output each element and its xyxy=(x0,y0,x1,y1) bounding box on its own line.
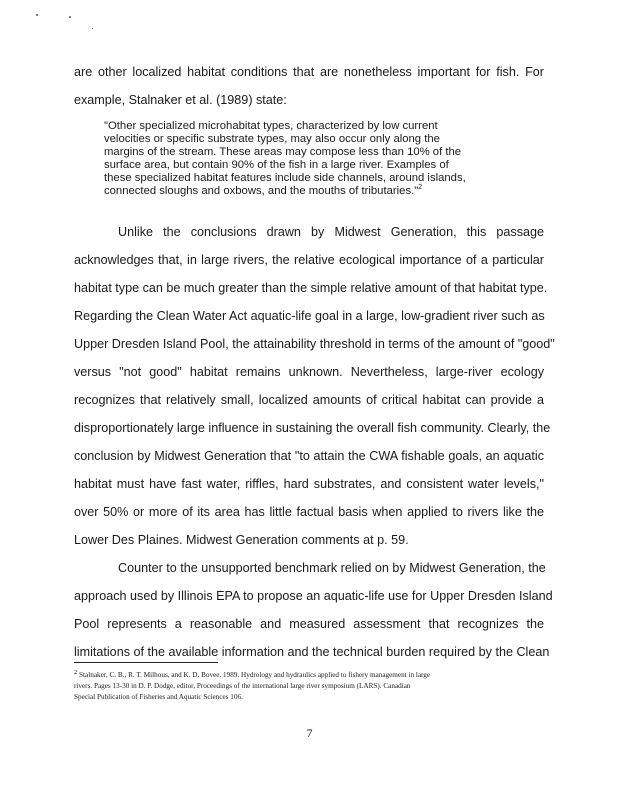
quote-line: these specialized habitat features include side channels, around islands, xyxy=(104,172,466,184)
quote-line: margins of the stream. These areas may compose less than 10% of the xyxy=(104,146,462,158)
quote-line-text: connected sloughs and oxbows, and the mouths of tributaries." xyxy=(104,185,419,197)
quote-line: surface area, but contain 90% of the fish in a large river. Examples of xyxy=(104,159,449,171)
body-line: habitat type can be much greater than the simple relative amount of that habitat type. xyxy=(74,281,548,295)
body-line: are other localized habitat conditions that are nonetheless important for fish. For xyxy=(74,65,544,79)
quote-line: "Other specialized microhabitat types, characterized by low current xyxy=(104,120,438,132)
body-line: example, Stalnaker et al. (1989) state: xyxy=(74,93,287,107)
scan-speck xyxy=(92,28,93,29)
body-line: recognizes that relatively small, localized amounts of critical habitat can provide a xyxy=(74,393,544,407)
body-line: acknowledges that, in large rivers, the relative ecological importance of a particular xyxy=(74,253,544,267)
body-line: versus "not good" habitat remains unknown. Nevertheless, large-river ecology xyxy=(74,365,544,379)
body-line: limitations of the available information and the technical burden required by the Clean xyxy=(74,645,550,659)
footnote-separator xyxy=(74,662,218,663)
body-line: Lower Des Plaines. Midwest Generation comments at p. 59. xyxy=(74,533,409,547)
page-number: 7 xyxy=(306,726,313,740)
body-line: habitat must have fast water, riffles, hard substrates, and consistent water levels," xyxy=(74,477,544,491)
footnote-marker: 2 xyxy=(74,669,78,676)
quote-line: velocities or specific substrate types, may also occur only along the xyxy=(104,133,440,145)
body-line: over 50% or more of its area has little factual basis when applied to rivers like the xyxy=(74,505,544,519)
body-line: Pool represents a reasonable and measured assessment that recognizes the xyxy=(74,617,544,631)
body-line: conclusion by Midwest Generation that "to attain the CWA fishable goals, an aquatic xyxy=(74,449,544,463)
body-line: disproportionately large influence in sustaining the overall fish community. Clearly, the xyxy=(74,421,551,435)
quote-line xyxy=(104,185,502,198)
body-line: Counter to the unsupported benchmark relied on by Midwest Generation, the xyxy=(118,561,546,575)
body-line: Upper Dresden Island Pool, the attainability threshold in terms of the amount of "good" xyxy=(74,337,555,351)
footnote-line xyxy=(74,670,544,681)
body-line: Regarding the Clean Water Act aquatic-life goal in a large, low-gradient river such as xyxy=(74,309,545,323)
footnote-text: Stalnaker, C. B., R. T. Milhous, and K. D. Bovee. 1989. Hydrology and hydraulics applied to fishery management in large xyxy=(79,671,431,679)
scan-speck xyxy=(36,14,38,16)
footnote-reference: 2 xyxy=(418,184,423,191)
footnote-line: Special Publication of Fisheries and Aquatic Sciences 106. xyxy=(74,693,243,701)
scan-speck xyxy=(69,16,71,18)
body-line: Unlike the conclusions drawn by Midwest Generation, this passage xyxy=(118,225,544,239)
body-line: approach used by Illinois EPA to propose an aquatic-life use for Upper Dresden Island xyxy=(74,589,553,603)
footnote-line: rivers. Pages 13-30 in D. P. Dodge, editor, Proceedings of the international large river symposium (LARS). Canadian xyxy=(74,682,411,690)
